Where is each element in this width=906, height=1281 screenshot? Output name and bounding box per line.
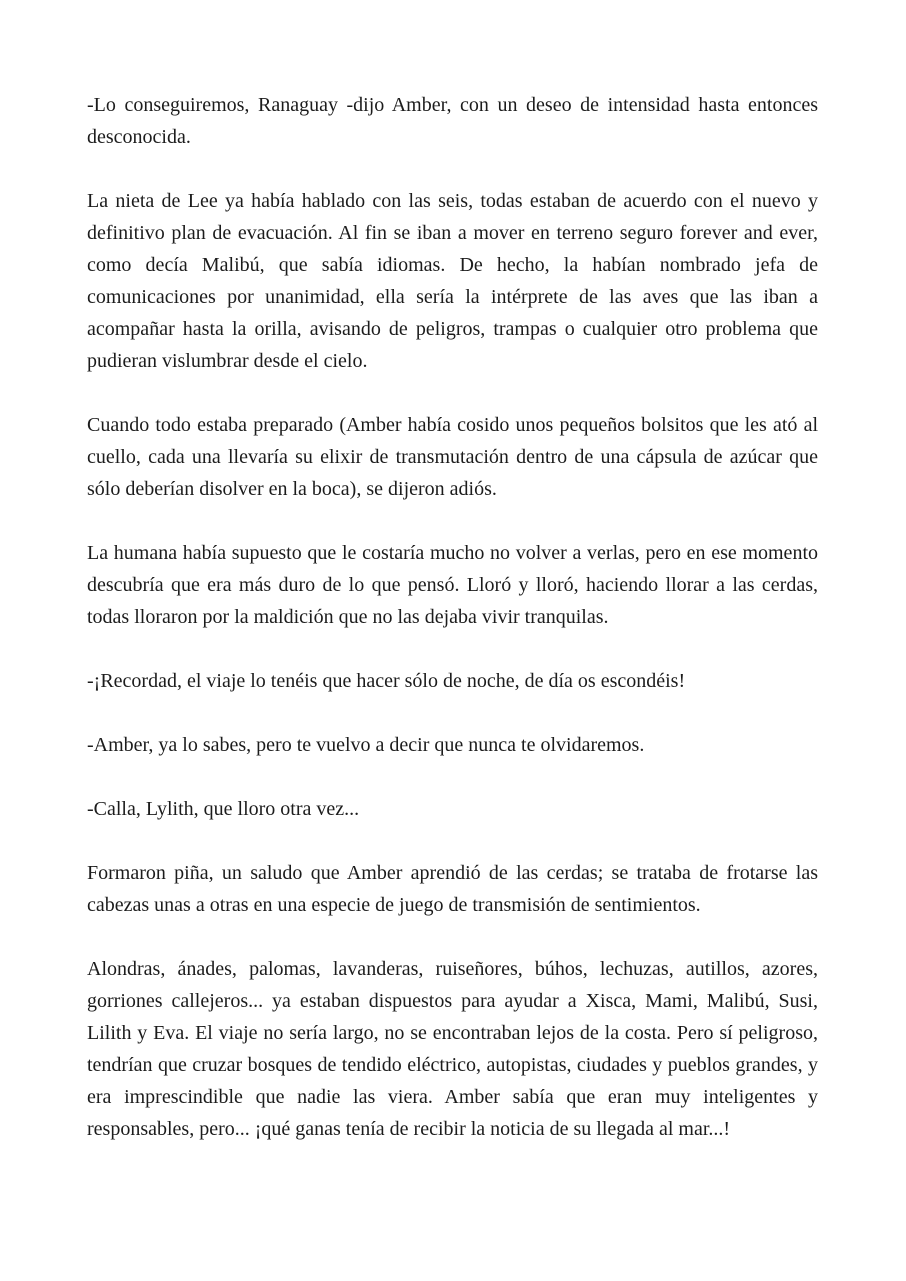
paragraph: Cuando todo estaba preparado (Amber había cosido unos pequeños bolsitos que les ató al cuello, cada una llevaría su elixir de transmutación dentro de una cápsula de azúcar que sólo deberían disolver en la boca), se dijeron adiós. — [87, 414, 818, 500]
paragraph: La nieta de Lee ya había hablado con las seis, todas estaban de acuerdo con el nuevo y definitivo plan de evacuación. Al fin se iban a mover en terreno seguro forever and ever, como decía Malibú, que sabía idiomas. De hecho, la habían nombrado jefa de comunicaciones por unanimidad, ella sería la intérprete de las aves que las iban a acompañar hasta la orilla, avisando de peligros, trampas o cualquier otro problema que pudieran vislumbrar desde el cielo. — [87, 190, 818, 372]
document-body — [87, 89, 818, 1145]
paragraph: -Calla, Lylith, que lloro otra vez... — [87, 798, 360, 820]
paragraph: Alondras, ánades, palomas, lavanderas, ruiseñores, búhos, lechuzas, autillos, azores, gorriones callejeros... ya estaban dispuestos para ayudar a Xisca, Mami, Malibú, Susi, Lilith y Eva. El viaje no sería largo, no se encontraban lejos de la costa. Pero sí peligroso, tendrían que cruzar bosques de tendido eléctrico, autopistas, ciudades y pueblos grandes, y era imprescindible que nadie las viera. Amber sabía que eran muy inteligentes y responsables, pero... ¡qué ganas tenía de recibir la noticia de su llegada al mar...! — [87, 958, 818, 1140]
paragraph: -Lo conseguiremos, Ranaguay -dijo Amber, con un deseo de intensidad hasta entonces desconocida. — [87, 94, 818, 148]
paragraph: -Amber, ya lo sabes, pero te vuelvo a decir que nunca te olvidaremos. — [87, 734, 645, 756]
paragraph: La humana había supuesto que le costaría mucho no volver a verlas, pero en ese momento descubría que era más duro de lo que pensó. Lloró y lloró, haciendo llorar a las cerdas, todas lloraron por la maldición que no las dejaba vivir tranquilas. — [87, 542, 818, 628]
paragraph: Formaron piña, un saludo que Amber aprendió de las cerdas; se trataba de frotarse las cabezas unas a otras en una especie de juego de transmisión de sentimientos. — [87, 862, 818, 916]
paragraph: -¡Recordad, el viaje lo tenéis que hacer sólo de noche, de día os escondéis! — [87, 670, 686, 692]
